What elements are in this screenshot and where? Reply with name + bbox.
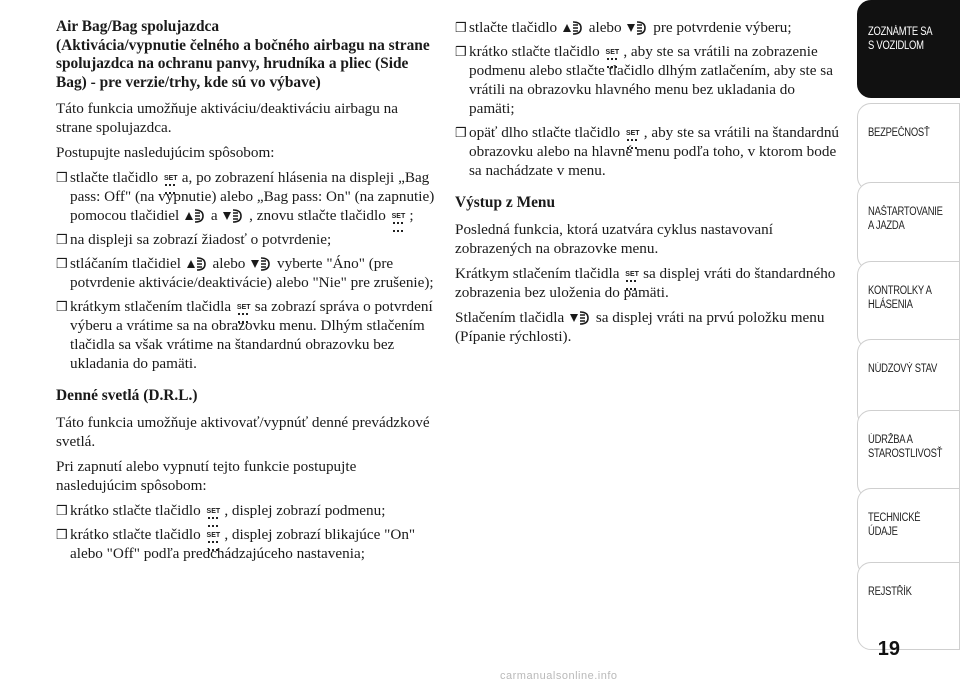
airbag-steps bbox=[56, 168, 438, 373]
set-button-icon: SET bbox=[391, 213, 406, 220]
menu-exit-heading: Výstup z Menu bbox=[455, 194, 556, 211]
right-column bbox=[455, 18, 843, 352]
set-button-icon: SET bbox=[625, 270, 639, 278]
airbag-subtitle: (Aktivácia/vypnutie čelného a bočného airbagu na strane spolujazdca na ochranu panvy, hrudníka a pliec (Side Bag) - pre verzie/trhy, kde sú vo výbave) bbox=[56, 36, 430, 91]
drl-heading: Denné svetlá (D.R.L.) bbox=[56, 387, 198, 404]
airbag-heading bbox=[56, 18, 438, 92]
tab-technicke-udaje[interactable]: TECHNICKÉ ÚDAJE bbox=[857, 488, 960, 576]
list-item: ❒ krátkym stlačením tlačidla SET sa zobrazí správa o potvrdení výberu a vrátime sa na obrazovku menu. Dlhým stlačením tlačidla sa však vrátime na štandardnú obrazovku bez ukladania do pamäti. bbox=[56, 298, 433, 372]
tab-kontrolky[interactable]: KONTROLKY A HLÁSENIA bbox=[857, 261, 960, 349]
checkbox-bullet-icon: ❒ bbox=[56, 232, 68, 247]
drl-intro: Táto funkcia umožňuje aktivovať/vypnúť denné prevádzkové svetlá. bbox=[56, 413, 430, 450]
checkbox-bullet-icon: ❒ bbox=[455, 44, 467, 59]
tab-bezpecnost[interactable]: BEZPEČNOSŤ bbox=[857, 103, 960, 191]
list-item: ❒ krátko stlačte tlačidlo SET , displej zobrazí podmenu; bbox=[56, 501, 386, 519]
airbag-procedure-label: Postupujte nasledujúcim spôsobom: bbox=[56, 144, 275, 161]
down-arrow-button-icon bbox=[222, 207, 244, 223]
up-arrow-button-icon bbox=[184, 207, 206, 223]
checkbox-bullet-icon: ❒ bbox=[455, 125, 467, 140]
tab-zoznamte-sa[interactable]: ZOZNÁMTE SA S VOZIDLOM bbox=[857, 0, 960, 98]
set-button-icon: SET bbox=[605, 49, 620, 56]
page-number: 19 bbox=[877, 638, 900, 660]
left-column bbox=[56, 18, 438, 568]
menu-exit-down-press: Stlačením tlačidla sa displej vráti na prvú položku menu (Pípanie rýchlosti). bbox=[455, 308, 825, 345]
watermark: carmanualsonline.info bbox=[500, 670, 618, 682]
checkbox-bullet-icon: ❒ bbox=[56, 256, 68, 271]
list-item: ❒ stlačte tlačidlo SET a, po zobrazení hlásenia na displeji „Bag pass: Off" (na vypnutie) alebo „Bag pass: On" (na zapnutie) pomocou tlačidiel a , znovu stlačte tlačidlo SET ; bbox=[56, 169, 435, 224]
set-button-icon: SET bbox=[625, 130, 640, 137]
drl-steps-continued bbox=[455, 18, 843, 180]
checkbox-bullet-icon: ❒ bbox=[56, 299, 68, 314]
set-button-icon: SET bbox=[163, 175, 178, 182]
checkbox-bullet-icon: ❒ bbox=[455, 20, 467, 35]
up-arrow-button-icon bbox=[186, 255, 208, 271]
down-arrow-button-icon bbox=[569, 309, 591, 325]
down-arrow-button-icon bbox=[626, 19, 648, 35]
airbag-title: Air Bag/Bag spolujazdca bbox=[56, 18, 220, 35]
set-button-icon: SET bbox=[206, 531, 221, 539]
tab-udrzba[interactable]: ÚDRŽBA A STAROSTLIVOSŤ bbox=[857, 410, 960, 498]
down-arrow-button-icon bbox=[250, 255, 272, 271]
drl-steps bbox=[56, 501, 438, 563]
up-arrow-button-icon bbox=[562, 19, 584, 35]
chapter-tabs bbox=[857, 0, 960, 686]
tab-nastartovanie[interactable]: NAŠTARTOVANIE A JAZDA bbox=[857, 182, 960, 270]
airbag-intro: Táto funkcia umožňuje aktiváciu/deaktiváciu airbagu na strane spolujazdca. bbox=[56, 100, 399, 136]
list-item: ❒ krátko stlačte tlačidlo SET , displej zobrazí blikajúce "On" alebo "Off" podľa predchádzajúceho nastavenia; bbox=[56, 525, 416, 562]
list-item: ❒ na displeji sa zobrazí žiadosť o potvrdenie; bbox=[56, 231, 332, 248]
menu-exit-intro: Posledná funkcia, ktorá uzatvára cyklus nastavovaní zobrazených na obrazovke menu. bbox=[455, 220, 773, 257]
drl-procedure-label: Pri zapnutí alebo vypnutí tejto funkcie postupujte nasledujúcim spôsobom: bbox=[56, 457, 357, 494]
checkbox-bullet-icon: ❒ bbox=[56, 170, 68, 185]
checkbox-bullet-icon: ❒ bbox=[56, 502, 68, 518]
list-item: ❒ stlačte tlačidlo alebo pre potvrdenie výberu; bbox=[455, 19, 792, 36]
menu-exit-short-press: Krátkym stlačením tlačidla SET sa displej vráti do štandardného zobrazenia bez uloženia do pamäti. bbox=[455, 264, 836, 301]
set-button-icon: SET bbox=[206, 507, 221, 515]
set-button-icon: SET bbox=[236, 304, 251, 311]
tab-nudzovy-stav[interactable]: NÚDZOVÝ STAV bbox=[857, 339, 960, 427]
tab-rejstrik[interactable]: REJSTŘÍK bbox=[857, 562, 960, 650]
list-item: ❒ krátko stlačte tlačidlo SET , aby ste sa vrátili na zobrazenie podmenu alebo stlačte tlačidlo dlhým zatlačením, aby ste sa vrátili na obrazovku hlavného menu bez ukladania do pamäti; bbox=[455, 43, 833, 117]
list-item: ❒ opäť dlho stlačte tlačidlo SET , aby ste sa vrátili na štandardnú obrazovku alebo na hlavné menu podľa toho, v ktorom bode sa nachádzate v menu. bbox=[455, 124, 840, 179]
list-item: ❒ stláčaním tlačidiel alebo vyberte "Áno" (pre potvrdenie aktivácie/deaktivácie) alebo "Nie" pre zrušenie); bbox=[56, 255, 434, 291]
checkbox-bullet-icon: ❒ bbox=[56, 526, 68, 542]
